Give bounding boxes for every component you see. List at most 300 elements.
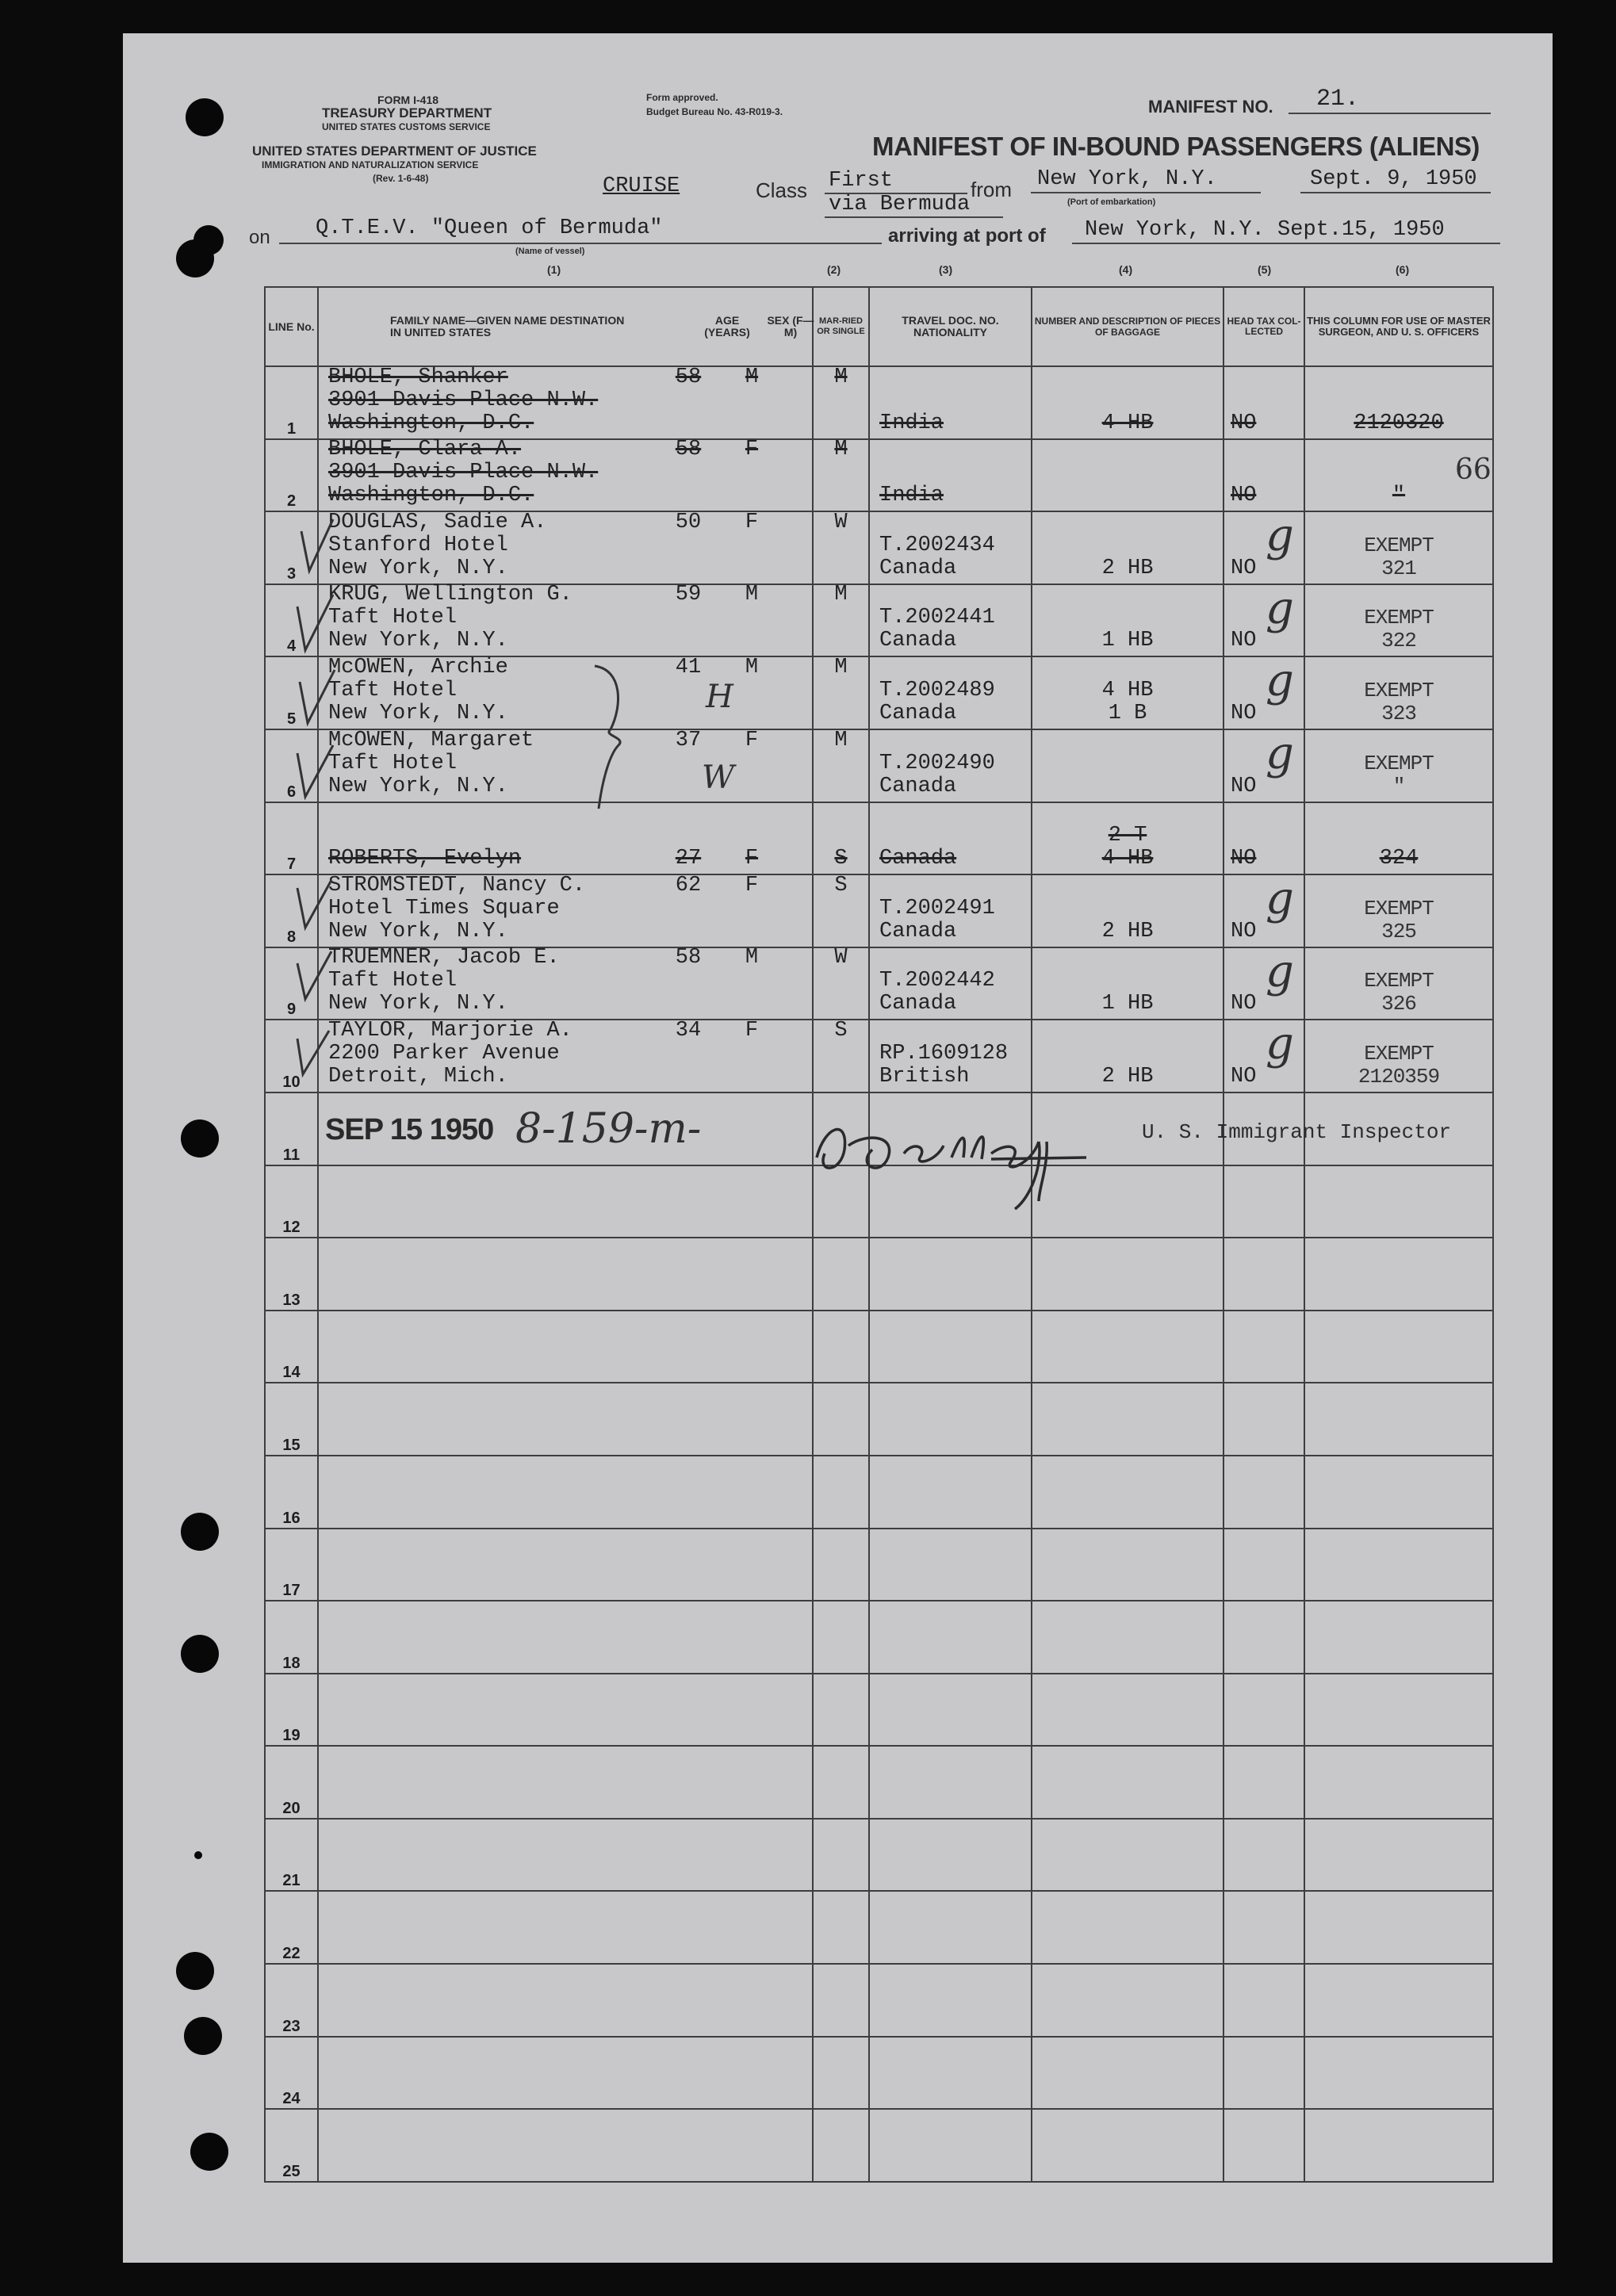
empty-cell	[1032, 2109, 1223, 2182]
marital-cell	[813, 947, 869, 1020]
empty-cell	[1223, 1601, 1304, 1674]
travel-doc: T.2002490 Canada	[879, 751, 995, 798]
header-line: LINE No.	[265, 287, 318, 366]
empty-cell	[1223, 1819, 1304, 1892]
treasury-dept: TREASURY DEPARTMENT	[322, 105, 492, 121]
empty-cell	[318, 2109, 813, 2182]
travel-doc: T.2002434 Canada	[879, 533, 995, 580]
marital-status: M	[834, 365, 848, 389]
head-tax-cell	[1223, 511, 1304, 584]
passenger-cell	[318, 1020, 813, 1093]
travel-doc: India	[879, 411, 944, 435]
manifest-title: MANIFEST OF IN-BOUND PASSENGERS (ALIENS)	[872, 132, 1480, 161]
inspector-label: U. S. Immigrant Inspector	[1142, 1120, 1452, 1144]
marital-status: W	[834, 510, 848, 534]
officer-note: 324	[1379, 847, 1419, 871]
empty-cell	[813, 1311, 869, 1383]
officer-cell	[1304, 511, 1493, 584]
baggage: 1 HB	[1101, 629, 1154, 653]
passenger-sex: F	[745, 873, 759, 897]
marital-status: M	[834, 728, 848, 752]
table-row	[265, 1383, 1493, 1456]
travel-doc-cell	[869, 366, 1032, 439]
empty-cell	[1032, 1746, 1223, 1819]
empty-cell	[318, 1964, 813, 2037]
passenger-sex: F	[745, 438, 759, 462]
tax-mark: g	[1266, 655, 1294, 707]
binder-hole	[181, 1513, 219, 1551]
travel-doc-cell	[869, 874, 1032, 947]
mark-h: H	[706, 679, 733, 715]
family-bracket	[579, 658, 642, 817]
table-row	[265, 1311, 1493, 1383]
line-number: 19	[265, 1674, 318, 1747]
line-number: 6	[265, 729, 318, 802]
passenger-table	[264, 286, 1494, 2183]
officer-note: EXEMPT 323	[1364, 678, 1434, 725]
empty-cell	[1032, 1311, 1223, 1383]
officer-cell	[1304, 874, 1493, 947]
header-baggage: NUMBER AND DESCRIPTION OF PIECES OF BAGGAGE	[1032, 287, 1223, 366]
head-tax: NO	[1231, 847, 1257, 871]
handwritten-reference: 8-159-m-	[515, 1105, 702, 1153]
empty-cell	[869, 1383, 1032, 1456]
empty-cell	[1223, 2109, 1304, 2182]
passenger-name: McOWEN, Archie Taft Hotel New York, N.Y.	[328, 655, 508, 725]
empty-cell	[1223, 1746, 1304, 1819]
line-number: 17	[265, 1529, 318, 1601]
marital-status: M	[834, 438, 848, 462]
passenger-cell	[318, 439, 813, 512]
line-number: 12	[265, 1165, 318, 1238]
col-num-5: (5)	[1258, 263, 1272, 276]
line-number: 4	[265, 584, 318, 657]
empty-cell	[1304, 1891, 1493, 1964]
line-number: 9	[265, 947, 318, 1020]
marital-status: M	[834, 655, 848, 679]
empty-cell	[1223, 1165, 1304, 1238]
empty-cell	[813, 1601, 869, 1674]
empty-cell	[318, 1819, 813, 1892]
empty-cell	[318, 1311, 813, 1383]
passenger-cell	[318, 729, 813, 802]
mark-w: W	[702, 760, 735, 796]
arriving-label: arriving at port of	[888, 225, 1046, 247]
empty-cell	[813, 1891, 869, 1964]
empty-cell	[1304, 1529, 1493, 1601]
head-tax: NO	[1231, 411, 1257, 435]
head-tax: NO	[1231, 556, 1257, 580]
empty-cell	[869, 2109, 1032, 2182]
empty-cell	[1223, 1891, 1304, 1964]
table-row	[265, 1891, 1493, 1964]
header-sex: SEX (F—M)	[767, 314, 814, 339]
empty-cell	[318, 1238, 813, 1311]
empty-cell	[869, 1891, 1032, 1964]
empty-cell	[813, 2037, 869, 2110]
empty-cell	[813, 2109, 869, 2182]
passenger-age: 37	[675, 728, 702, 752]
table-row	[265, 1456, 1493, 1529]
table-row	[265, 1529, 1493, 1601]
table-row	[265, 729, 1493, 802]
baggage-cell	[1032, 511, 1223, 584]
inspector-signature	[801, 1110, 1102, 1213]
on-label: on	[249, 227, 270, 248]
passenger-sex: M	[745, 583, 759, 607]
marital-cell	[813, 366, 869, 439]
line-number: 24	[265, 2037, 318, 2110]
passenger-sex: F	[745, 1018, 759, 1043]
line-number: 2	[265, 439, 318, 512]
marital-cell	[813, 511, 869, 584]
from-value: New York, N.Y.	[1037, 167, 1217, 191]
empty-cell	[318, 1165, 813, 1238]
officer-note: EXEMPT 326	[1364, 969, 1434, 1016]
empty-cell	[318, 1601, 813, 1674]
marital-status: W	[834, 946, 848, 970]
head-tax-cell	[1223, 1020, 1304, 1093]
line-number: 7	[265, 802, 318, 875]
baggage-cell	[1032, 439, 1223, 512]
line-number: 8	[265, 874, 318, 947]
officer-note: EXEMPT 322	[1364, 606, 1434, 653]
passenger-name: DOUGLAS, Sadie A. Stanford Hotel New York, N.Y.	[328, 510, 547, 580]
line-number: 15	[265, 1383, 318, 1456]
passenger-age: 27	[675, 847, 702, 871]
table-row	[265, 1819, 1493, 1892]
empty-cell	[869, 1238, 1032, 1311]
date-underline	[1300, 192, 1491, 193]
line-number: 23	[265, 1964, 318, 2037]
table-row	[265, 1020, 1493, 1093]
tax-mark: g	[1266, 1018, 1294, 1070]
tax-mark: g	[1266, 510, 1294, 562]
passenger-name: TRUEMNER, Jacob E. Taft Hotel New York, N.Y.	[328, 946, 560, 1016]
passenger-name: TAYLOR, Marjorie A. 2200 Parker Avenue Detroit, Mich.	[328, 1018, 572, 1089]
empty-cell	[1223, 1456, 1304, 1529]
header-age: AGE (YEARS)	[704, 314, 750, 339]
marital-cell	[813, 874, 869, 947]
budget-bureau: Budget Bureau No. 43-R019-3.	[646, 106, 783, 117]
class-value: First	[829, 169, 894, 193]
header-name	[318, 287, 813, 366]
binder-hole	[181, 1635, 219, 1673]
empty-cell	[1223, 1311, 1304, 1383]
table-row	[265, 656, 1493, 729]
head-tax: NO	[1231, 992, 1257, 1016]
passenger-cell	[318, 874, 813, 947]
table-row	[265, 947, 1493, 1020]
empty-cell	[813, 1529, 869, 1601]
passenger-cell	[318, 656, 813, 729]
arriving-underline	[1072, 243, 1500, 244]
passenger-age: 58	[675, 438, 702, 462]
marital-status: S	[834, 847, 848, 871]
passenger-name: BHOLE, Clara A. 3901 Davis Place N.W. Washington, D.C.	[328, 438, 599, 508]
col-num-2: (2)	[827, 263, 841, 276]
baggage: 4 HB	[1101, 411, 1154, 435]
empty-cell	[1032, 1238, 1223, 1311]
table-row	[265, 2109, 1493, 2182]
binder-hole	[190, 2133, 228, 2171]
empty-cell	[869, 1674, 1032, 1747]
empty-cell	[1304, 2037, 1493, 2110]
baggage: 1 HB	[1101, 992, 1154, 1016]
passenger-age: 41	[675, 655, 702, 679]
travel-doc: T.2002489 Canada	[879, 678, 995, 725]
head-tax-cell	[1223, 802, 1304, 875]
passenger-age: 62	[675, 873, 702, 897]
officer-cell	[1304, 584, 1493, 657]
head-tax: NO	[1231, 701, 1257, 725]
empty-cell	[1032, 1456, 1223, 1529]
empty-cell	[813, 1456, 869, 1529]
header-name-label: FAMILY NAME—GIVEN NAME DESTINATION IN UNITED STATES	[390, 314, 625, 339]
header-travel: TRAVEL DOC. NO. NATIONALITY	[869, 287, 1032, 366]
table-row	[265, 802, 1493, 875]
empty-cell	[318, 1891, 813, 1964]
passenger-age: 58	[675, 946, 702, 970]
officer-note: EXEMPT "	[1364, 751, 1434, 798]
travel-doc-cell	[869, 729, 1032, 802]
passenger-age: 59	[675, 583, 702, 607]
marital-cell	[813, 802, 869, 875]
travel-doc-cell	[869, 656, 1032, 729]
empty-cell	[1304, 1674, 1493, 1747]
passenger-name: KRUG, Wellington G. Taft Hotel New York, N.Y.	[328, 583, 572, 653]
officer-cell	[1304, 802, 1493, 875]
binder-hole	[184, 2017, 222, 2055]
marital-status: S	[834, 873, 848, 897]
col-num-3: (3)	[939, 263, 953, 276]
travel-doc-cell	[869, 439, 1032, 512]
officer-note: EXEMPT 2120359	[1358, 1041, 1440, 1089]
empty-cell	[813, 1819, 869, 1892]
empty-cell	[318, 1456, 813, 1529]
line-number: 20	[265, 1746, 318, 1819]
baggage-cell	[1032, 874, 1223, 947]
passenger-sex: F	[745, 847, 759, 871]
empty-cell	[1032, 1891, 1223, 1964]
col-num-4: (4)	[1119, 263, 1133, 276]
passenger-name: ROBERTS, Evelyn	[328, 847, 522, 871]
binder-hole	[176, 1952, 214, 1990]
head-tax-cell	[1223, 874, 1304, 947]
passenger-sex: M	[745, 365, 759, 389]
empty-cell	[1304, 1746, 1493, 1819]
officer-note: EXEMPT 321	[1364, 533, 1434, 580]
line-number: 11	[265, 1093, 318, 1165]
form-approved: Form approved.	[646, 92, 718, 103]
empty-cell	[869, 1529, 1032, 1601]
marital-cell	[813, 439, 869, 512]
baggage: 4 HB 1 B	[1101, 678, 1154, 725]
head-tax: NO	[1231, 1064, 1257, 1089]
officer-note: "	[1392, 484, 1406, 508]
binder-hole	[186, 98, 224, 136]
ins-service: IMMIGRATION AND NATURALIZATION SERVICE	[262, 159, 479, 170]
passenger-name: McOWEN, Margaret Taft Hotel New York, N.Y.	[328, 728, 534, 798]
travel-doc-cell	[869, 802, 1032, 875]
table-row	[265, 439, 1493, 512]
empty-cell	[1304, 1601, 1493, 1674]
passenger-cell	[318, 584, 813, 657]
empty-cell	[1032, 1674, 1223, 1747]
header-married: MAR-RIED OR SINGLE	[813, 287, 869, 366]
passenger-cell	[318, 802, 813, 875]
baggage-cell	[1032, 947, 1223, 1020]
table-row	[265, 1674, 1493, 1747]
empty-cell	[869, 2037, 1032, 2110]
travel-doc: India	[879, 484, 944, 508]
passenger-name: STROMSTEDT, Nancy C. Hotel Times Square New York, N.Y.	[328, 873, 586, 943]
travel-doc-cell	[869, 947, 1032, 1020]
binder-hole	[194, 1851, 202, 1859]
line-number: 13	[265, 1238, 318, 1311]
officer-cell	[1304, 729, 1493, 802]
empty-cell	[1304, 2109, 1493, 2182]
form-number: FORM I-418	[377, 94, 439, 106]
baggage: 2 T 4 HB	[1101, 824, 1154, 871]
empty-cell	[1223, 1383, 1304, 1456]
empty-cell	[1032, 1964, 1223, 2037]
table-row	[265, 1746, 1493, 1819]
table-row	[265, 1964, 1493, 2037]
empty-cell	[1304, 1964, 1493, 2037]
marital-cell	[813, 1020, 869, 1093]
table-row	[265, 1238, 1493, 1311]
baggage-cell	[1032, 656, 1223, 729]
head-tax: NO	[1231, 774, 1257, 798]
cruise-label: CRUISE	[603, 174, 680, 198]
travel-doc-cell	[869, 511, 1032, 584]
baggage-cell	[1032, 802, 1223, 875]
passenger-sex: F	[745, 510, 759, 534]
revision: (Rev. 1-6-48)	[373, 173, 429, 184]
empty-cell	[318, 1529, 813, 1601]
manifest-no: 21.	[1316, 86, 1360, 113]
empty-cell	[318, 1674, 813, 1747]
marital-status: M	[834, 583, 848, 607]
officer-note: EXEMPT 325	[1364, 896, 1434, 943]
customs-service: UNITED STATES CUSTOMS SERVICE	[322, 121, 491, 132]
baggage: 2 HB	[1101, 919, 1154, 943]
binder-hole	[193, 225, 224, 255]
empty-cell	[1304, 1311, 1493, 1383]
passenger-age: 58	[675, 365, 702, 389]
table-row	[265, 511, 1493, 584]
empty-cell	[1032, 1529, 1223, 1601]
tax-mark: g	[1266, 727, 1294, 779]
head-tax-cell	[1223, 729, 1304, 802]
passenger-sex: M	[745, 655, 759, 679]
line-number: 10	[265, 1020, 318, 1093]
empty-cell	[813, 1383, 869, 1456]
travel-doc: T.2002441 Canada	[879, 606, 995, 653]
table-row	[265, 2037, 1493, 2110]
travel-doc: Canada	[879, 847, 957, 871]
empty-cell	[1032, 2037, 1223, 2110]
table-row	[265, 366, 1493, 439]
baggage: 2 HB	[1101, 1064, 1154, 1089]
empty-cell	[869, 1964, 1032, 2037]
via-underline	[825, 216, 1003, 218]
empty-cell	[1032, 1601, 1223, 1674]
officer-cell	[1304, 366, 1493, 439]
empty-cell	[1223, 2037, 1304, 2110]
head-tax-cell	[1223, 947, 1304, 1020]
empty-cell	[1304, 1819, 1493, 1892]
empty-cell	[1304, 1383, 1493, 1456]
empty-cell	[1032, 1819, 1223, 1892]
line-number: 14	[265, 1311, 318, 1383]
passenger-sex: F	[745, 728, 759, 752]
passenger-age: 50	[675, 510, 702, 534]
from-date: Sept. 9, 1950	[1310, 167, 1477, 191]
empty-cell	[318, 1383, 813, 1456]
from-label: from	[971, 178, 1012, 201]
manifest-no-label: MANIFEST NO.	[1148, 97, 1273, 117]
travel-doc-cell	[869, 584, 1032, 657]
line-number: 5	[265, 656, 318, 729]
port-embark-label: (Port of embarkation)	[1067, 197, 1156, 207]
empty-cell	[1304, 1165, 1493, 1238]
tax-mark: g	[1266, 945, 1294, 997]
passenger-age: 34	[675, 1018, 702, 1043]
line-number: 1	[265, 366, 318, 439]
class-underline	[825, 193, 967, 194]
travel-doc: RP.1609128 British	[879, 1041, 1009, 1089]
line-number: 3	[265, 511, 318, 584]
officer-cell	[1304, 947, 1493, 1020]
table-row	[265, 584, 1493, 657]
empty-cell	[813, 1964, 869, 2037]
marital-cell	[813, 656, 869, 729]
marital-status: S	[834, 1018, 848, 1043]
empty-cell	[1304, 1456, 1493, 1529]
passenger-cell	[318, 511, 813, 584]
table-header-row	[265, 287, 1493, 366]
line-number: 21	[265, 1819, 318, 1892]
marital-cell	[813, 729, 869, 802]
passenger-cell	[318, 366, 813, 439]
empty-cell	[869, 1819, 1032, 1892]
line-number: 22	[265, 1891, 318, 1964]
col-num-6: (6)	[1396, 263, 1410, 276]
empty-cell	[869, 1311, 1032, 1383]
travel-doc-cell	[869, 1020, 1032, 1093]
head-tax-cell	[1223, 439, 1304, 512]
table-row	[265, 874, 1493, 947]
baggage-cell	[1032, 584, 1223, 657]
head-tax-cell	[1223, 366, 1304, 439]
header-headtax: HEAD TAX COL-LECTED	[1223, 287, 1304, 366]
head-tax: NO	[1231, 629, 1257, 653]
officer-cell	[1304, 656, 1493, 729]
travel-doc: T.2002442 Canada	[879, 969, 995, 1016]
table-row	[265, 1601, 1493, 1674]
line-number: 16	[265, 1456, 318, 1529]
binder-hole	[181, 1119, 219, 1158]
manifest-no-underline	[1289, 113, 1491, 114]
baggage: 2 HB	[1101, 556, 1154, 580]
from-underline	[1031, 192, 1261, 193]
empty-cell	[1223, 1238, 1304, 1311]
header-officers: THIS COLUMN FOR USE OF MASTER SURGEON, AND U. S. OFFICERS	[1304, 287, 1493, 366]
baggage-cell	[1032, 366, 1223, 439]
baggage-cell	[1032, 729, 1223, 802]
